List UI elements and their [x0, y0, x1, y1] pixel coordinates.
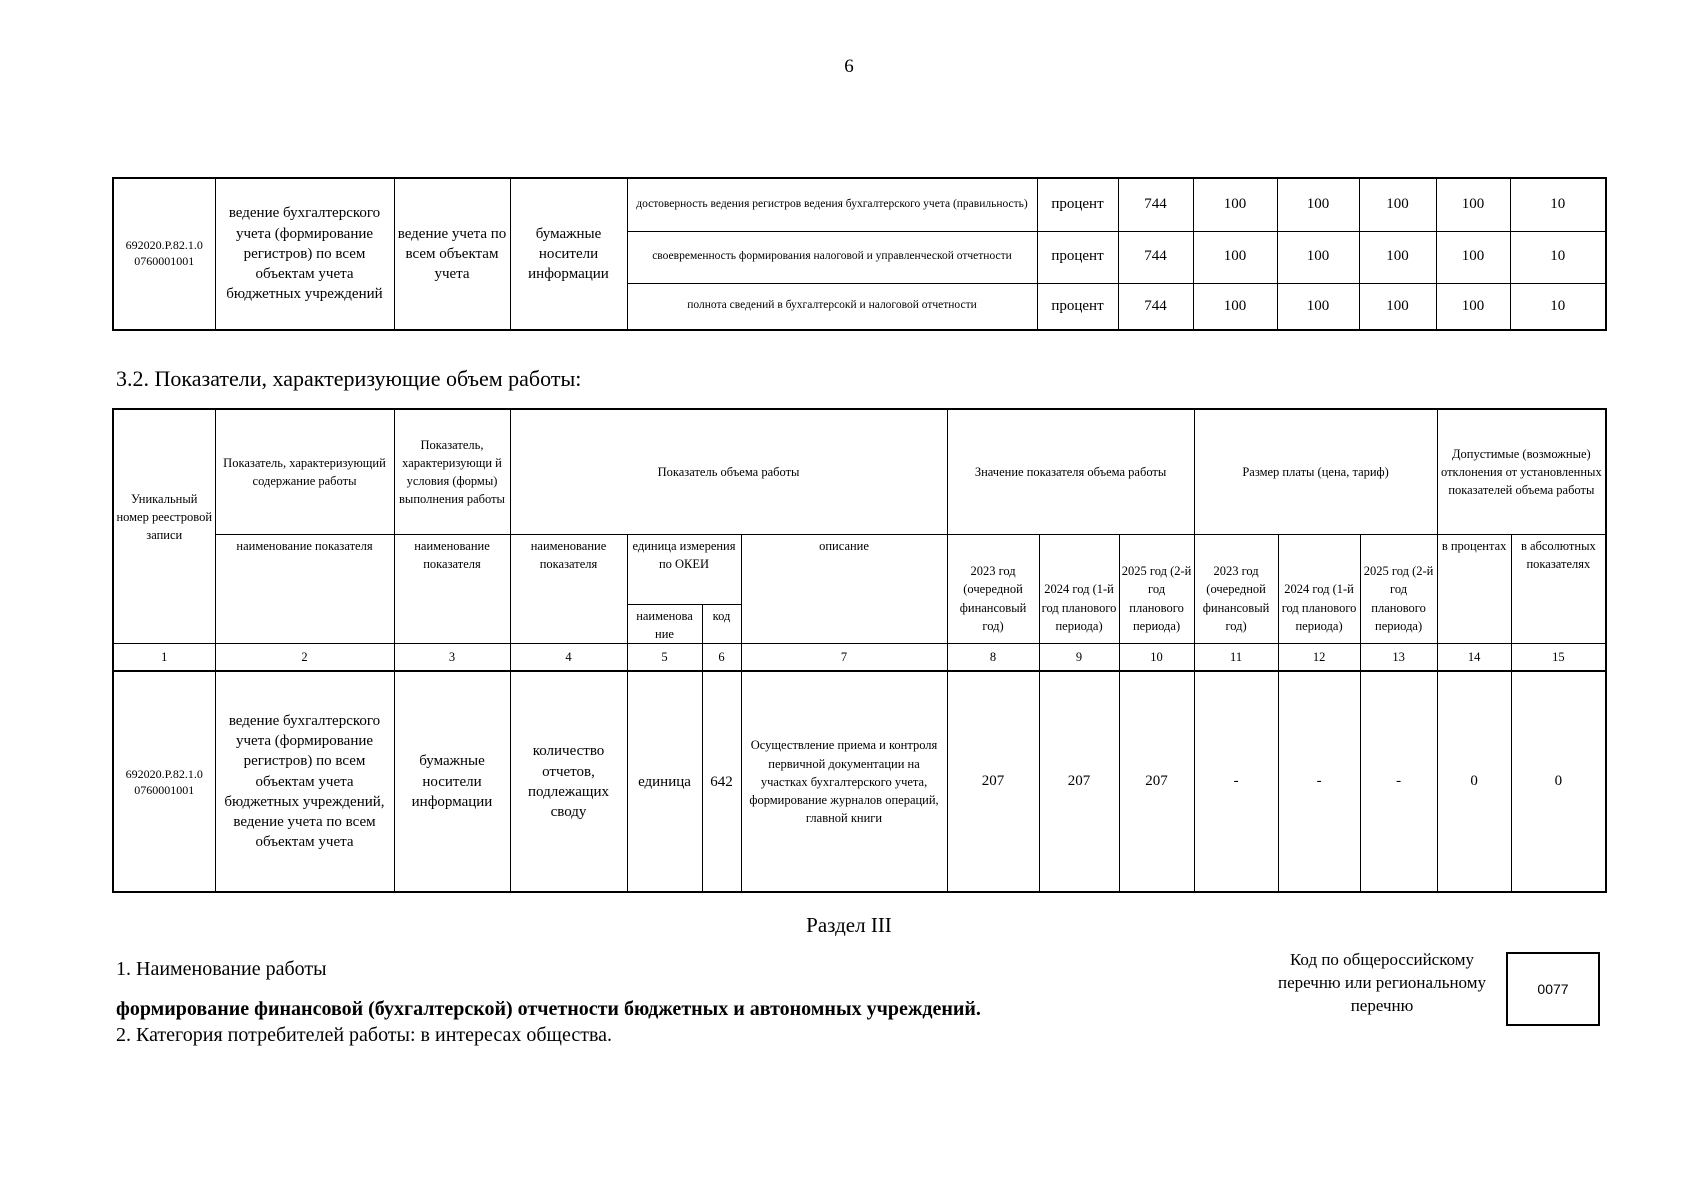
record-number-cell: 692020.Р.82.1.0 0760001001 [113, 178, 215, 330]
value-cell: 10 [1510, 178, 1606, 231]
unit-name-cell: единица [627, 671, 702, 892]
unit-cell: процент [1037, 283, 1118, 330]
header-indicator-name: наименование показателя [215, 534, 394, 643]
header-unit-name: наименова ние [627, 604, 702, 643]
header-indicator-name: наименование показателя [394, 534, 510, 643]
column-number: 3 [394, 643, 510, 671]
header-in-absolute: в абсолютных показателях [1511, 534, 1606, 643]
header-fee-2024: 2024 год (1-й год планового периода) [1278, 534, 1360, 643]
value-2025-cell: 207 [1119, 671, 1194, 892]
header-content-indicator: Показатель, характеризующий содержание работы [215, 409, 394, 534]
column-number: 4 [510, 643, 627, 671]
column-number: 1 [113, 643, 215, 671]
condition-indicator-cell: ведение учета по всем объектам учета [394, 178, 510, 330]
code-cell: 744 [1118, 283, 1193, 330]
column-number: 12 [1278, 643, 1360, 671]
code-cell: 744 [1118, 178, 1193, 231]
header-description: описание [741, 534, 947, 643]
section-title: Раздел III [806, 913, 892, 937]
value-cell: 100 [1193, 231, 1277, 283]
value-cell: 100 [1193, 283, 1277, 330]
content-indicator-cell: ведение бухгалтерского учета (формирование регистров) по всем объектам учета бюджетных учреждений [215, 178, 394, 330]
criterion-cell: полнота сведений в бухгалтерсокй и налоговой отчетности [627, 283, 1037, 330]
column-number: 5 [627, 643, 702, 671]
column-number: 6 [702, 643, 741, 671]
header-fee-2023: 2023 год (очередной финансовый год) [1194, 534, 1278, 643]
value-cell: 100 [1277, 283, 1359, 330]
header-deviation: Допустимые (возможные) отклонения от установленных показателей объема работы [1437, 409, 1606, 534]
unit-cell: процент [1037, 178, 1118, 231]
work-name-label: 1. Наименование работы [116, 958, 327, 980]
header-unique-number: Уникальный номер реестровой записи [113, 409, 215, 643]
header-volume-value: Значение показателя объема работы [947, 409, 1194, 534]
column-number: 11 [1194, 643, 1278, 671]
header-volume-indicator: Показатель объема работы [510, 409, 947, 534]
column-number: 8 [947, 643, 1039, 671]
column-number: 2 [215, 643, 394, 671]
criterion-cell: своевременность формирования налоговой и управленческой отчетности [627, 231, 1037, 283]
header-year-2023: 2023 год (очередной финансовый год) [947, 534, 1039, 643]
value-2023-cell: 207 [947, 671, 1039, 892]
work-name-value: формирование финансовой (бухгалтерской) отчетности бюджетных и автономных учреждений. [116, 998, 981, 1020]
value-cell: 100 [1359, 231, 1436, 283]
header-year-2025: 2025 год (2-й год планового периода) [1119, 534, 1194, 643]
quality-indicators-table [112, 177, 1607, 331]
column-number: 13 [1360, 643, 1437, 671]
value-cell: 100 [1436, 178, 1510, 231]
header-unit-code: код [702, 604, 741, 643]
indicator-name-cell: количество отчетов, подлежащих своду [510, 671, 627, 892]
record-number-cell: 692020.Р.82.1.0 0760001001 [113, 671, 215, 892]
registry-code-label: Код по общероссийскому перечню или региональному перечню [1278, 950, 1486, 1015]
value-cell: 100 [1359, 283, 1436, 330]
header-in-percent: в процентах [1437, 534, 1511, 643]
fee-2024-cell: - [1278, 671, 1360, 892]
header-unit-okei: единица измерения по ОКЕИ [627, 534, 741, 604]
condition-cell: бумажные носители информации [394, 671, 510, 892]
condition-indicator-cell: бумажные носители информации [510, 178, 627, 330]
value-cell: 10 [1510, 231, 1606, 283]
value-cell: 100 [1193, 178, 1277, 231]
header-condition-indicator: Показатель, характеризующи й условия (формы) выполнения работы [394, 409, 510, 534]
header-fee-2025: 2025 год (2-й год планового периода) [1360, 534, 1437, 643]
code-cell: 744 [1118, 231, 1193, 283]
column-number: 15 [1511, 643, 1606, 671]
criterion-cell: достоверность ведения регистров ведения бухгалтерского учета (правильность) [627, 178, 1037, 231]
value-cell: 100 [1436, 231, 1510, 283]
deviation-percent-cell: 0 [1437, 671, 1511, 892]
unit-cell: процент [1037, 231, 1118, 283]
value-cell: 100 [1277, 231, 1359, 283]
page-number: 6 [844, 56, 854, 77]
column-number: 7 [741, 643, 947, 671]
value-cell: 100 [1359, 178, 1436, 231]
value-cell: 100 [1277, 178, 1359, 231]
unit-code-cell: 642 [702, 671, 741, 892]
consumer-category: 2. Категория потребителей работы: в интересах общества. [116, 1024, 613, 1046]
column-number: 14 [1437, 643, 1511, 671]
header-fee: Размер платы (цена, тариф) [1194, 409, 1437, 534]
registry-code-box: 0077 [1506, 952, 1600, 1026]
fee-2025-cell: - [1360, 671, 1437, 892]
volume-indicators-table [112, 408, 1607, 893]
content-cell: ведение бухгалтерского учета (формирование регистров) по всем объектам учета бюджетных учреждений, ведение учета по всем объектам учета [215, 671, 394, 892]
column-number: 10 [1119, 643, 1194, 671]
deviation-absolute-cell: 0 [1511, 671, 1606, 892]
header-indicator-name: наименование показателя [510, 534, 627, 643]
value-2024-cell: 207 [1039, 671, 1119, 892]
column-number: 9 [1039, 643, 1119, 671]
value-cell: 100 [1436, 283, 1510, 330]
description-cell: Осуществление приема и контроля первичной документации на участках бухгалтерского учета, формирование журналов операций, главной книги [741, 671, 947, 892]
section-heading: 3.2. Показатели, характеризующие объем работы: [116, 366, 582, 391]
header-year-2024: 2024 год (1-й год планового периода) [1039, 534, 1119, 643]
fee-2023-cell: - [1194, 671, 1278, 892]
value-cell: 10 [1510, 283, 1606, 330]
